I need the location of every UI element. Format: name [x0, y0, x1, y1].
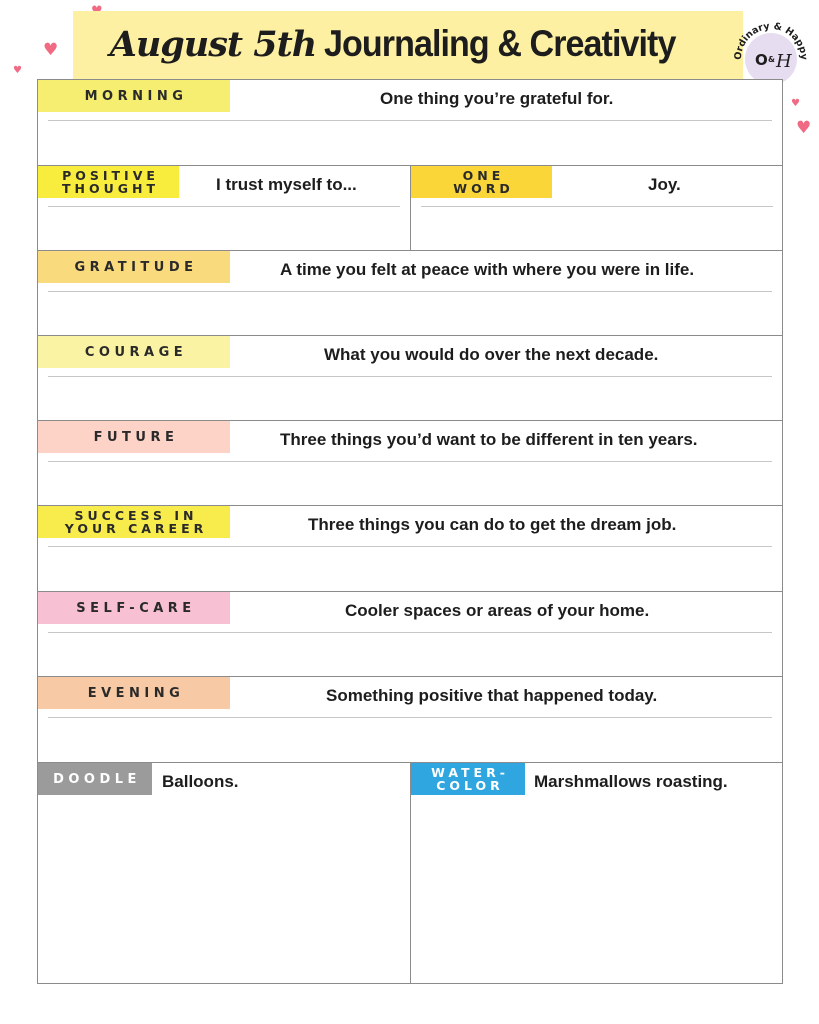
heart-icon: ♥ [13, 65, 22, 76]
section-doodle-watercolor [38, 763, 782, 983]
gratitude-prompt: A time you felt at peace with where you were in life. [280, 260, 695, 279]
future-label: FUTURE [38, 421, 230, 453]
doodle-drawing-area[interactable] [38, 796, 410, 983]
courage-label: COURAGE [38, 336, 230, 368]
evening-prompt: Something positive that happened today. [326, 686, 658, 705]
one-word-panel [410, 166, 782, 250]
watercolor-panel [410, 763, 782, 983]
self-care-prompt: Cooler spaces or areas of your home. [345, 601, 650, 620]
section-future [38, 421, 782, 506]
positive-thought-prompt: I trust myself to... [216, 175, 357, 194]
gratitude-label: GRATITUDE [38, 251, 230, 283]
title-band [73, 11, 743, 79]
heart-icon: ♥ [791, 98, 800, 109]
logo-brand-text: Ordinary & Happy [733, 20, 809, 61]
success-label-line2: YOUR CAREER [64, 521, 208, 536]
gratitude-writing-area[interactable] [38, 292, 782, 335]
one-word-writing-area[interactable] [411, 207, 782, 250]
section-success [38, 506, 782, 592]
watercolor-label-line1: WATER- [431, 765, 509, 780]
doodle-label: DOODLE [38, 763, 152, 795]
success-writing-area[interactable] [38, 547, 782, 591]
positive-thought-label-line1: POSITIVE [62, 168, 159, 183]
success-prompt: Three things you can do to get the dream job. [308, 515, 677, 534]
logo-initial-h: H [776, 51, 792, 72]
one-word-label-line1: ONE [462, 168, 505, 183]
doodle-prompt: Balloons. [162, 772, 239, 791]
section-gratitude [38, 251, 782, 336]
one-word-prompt: Joy. [648, 175, 681, 194]
section-self-care [38, 592, 782, 677]
watercolor-painting-area[interactable] [411, 796, 782, 983]
section-evening [38, 677, 782, 763]
watercolor-prompt: Marshmallows roasting. [534, 772, 728, 791]
brand-logo [733, 15, 809, 87]
evening-writing-area[interactable] [38, 718, 782, 762]
positive-thought-label [38, 166, 179, 198]
title-main: Journaling & Creativity [324, 23, 676, 64]
page-title [73, 23, 743, 65]
section-courage [38, 336, 782, 421]
journal-sheet [37, 79, 783, 984]
one-word-label-line2: WORD [453, 181, 514, 196]
watercolor-label-line2: COLOR [436, 778, 504, 793]
positive-thought-label-line2: THOUGHT [61, 181, 159, 196]
logo-ampersand: & [768, 55, 775, 64]
self-care-label: SELF-CARE [38, 592, 230, 624]
title-date: August 5th [109, 24, 317, 65]
one-word-label [411, 166, 552, 198]
courage-prompt: What you would do over the next decade. [324, 345, 659, 364]
heart-icon: ♥ [43, 40, 59, 60]
courage-writing-area[interactable] [38, 377, 782, 420]
positive-thought-writing-area[interactable] [38, 207, 410, 250]
self-care-writing-area[interactable] [38, 633, 782, 676]
morning-prompt: One thing you’re grateful for. [380, 89, 614, 108]
success-label-line1: SUCCESS IN [74, 508, 198, 523]
heart-icon: ♥ [796, 118, 812, 138]
watercolor-label [411, 763, 525, 795]
future-writing-area[interactable] [38, 462, 782, 505]
section-thought-word [38, 166, 782, 251]
morning-label: MORNING [38, 80, 230, 112]
evening-label: EVENING [38, 677, 230, 709]
success-label [38, 506, 230, 538]
future-prompt: Three things you’d want to be different in ten years. [280, 430, 698, 449]
morning-writing-area[interactable] [38, 121, 782, 165]
doodle-panel [38, 763, 410, 983]
logo-initial-o: O [755, 51, 768, 69]
positive-thought-panel [38, 166, 410, 250]
section-morning [38, 80, 782, 166]
